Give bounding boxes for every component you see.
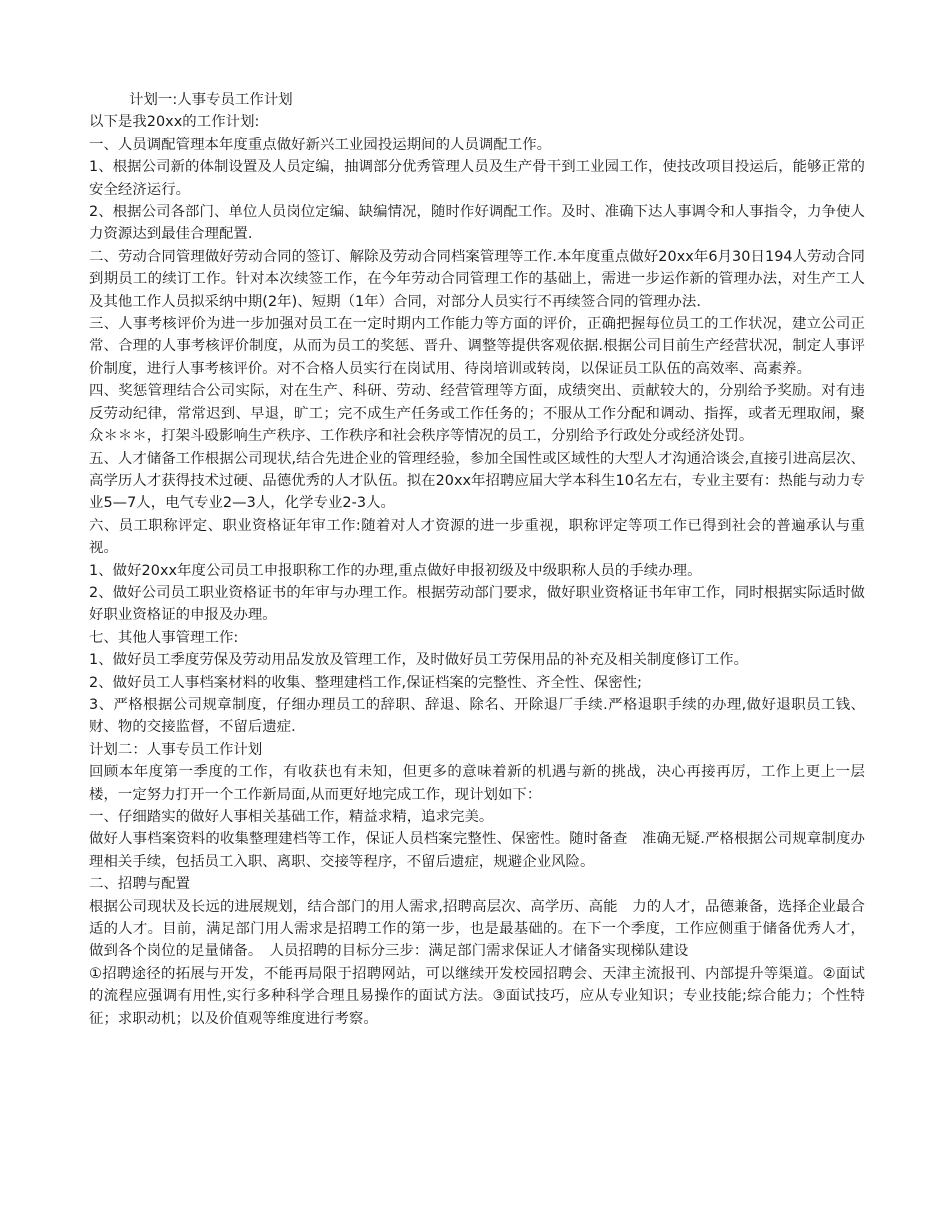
paragraph: 做好人事档案资料的收集整理建档等工作，保证人员档案完整性、保密性。随时备查 准确无疑.严格根据公司规章制度办理相关手续，包括员工入职、离职、交接等程序，不留后遗症，规避企业风险。 bbox=[89, 831, 865, 870]
section-heading: 七、其他人事管理工作: bbox=[89, 629, 239, 646]
paragraph: 2、根据公司各部门、单位人员岗位定编、缺编情况，随时作好调配工作。及时、准确下达人事调令和人事指令，力争使人力资源达到最佳合理配置. bbox=[89, 204, 865, 243]
section-heading: 三、人事考核评价为进一步加强对员工在一定时期内工作能力等方面的评价，正确把握每位员工的工作状况，建立公司正常、合理的人事考核评价制度，从而为员工的奖惩、晋升、调整等提供客观依据.根据公司目前生产经营状况，制定人事评价制度，进行人事考核评价。对不合格人员实行在岗试用、待岗培训或转岗，以保证员工队伍的高效率、高素养。 bbox=[89, 316, 865, 377]
paragraph: 1、根据公司新的体制设置及人员定编，抽调部分优秀管理人员及生产骨干到工业园工作，使技改项目投运后，能够正常的安全经济运行。 bbox=[89, 159, 865, 198]
paragraph: 2、做好公司员工职业资格证书的年审与办理工作。根据劳动部门要求，做好职业资格证书年审工作，同时根据实际适时做好职业资格证的申报及办理。 bbox=[89, 584, 865, 624]
section-heading: 一、仔细踏实的做好人事相关基础工作，精益求精，追求完美。 bbox=[89, 809, 494, 825]
paragraph: 以下是我20xx的工作计划: bbox=[89, 114, 260, 131]
paragraph: 1、做好20xx年度公司员工申报职称工作的办理,重点做好申报初级及中级职称人员的手续办理。 bbox=[89, 562, 702, 579]
paragraph: 回顾本年度第一季度的工作，有收获也有未知，但更多的意味着新的机遇与新的挑战，决心再接再厉，工作上更上一层楼，一定努力打开一个工作新局面,从而更好地完成工作，现计划如下： bbox=[89, 764, 865, 803]
section-heading: 四、奖惩管理结合公司实际，对在生产、科研、劳动、经营管理等方面，成绩突出、贡献较大的，分别给予奖励。对有违反劳动纪律，常常迟到、早退，旷工；完不成生产任务或工作任务的；不服从工作分配和调动、指挥，或者无理取闹，聚众＊＊＊，打架斗殴影响生产秩序、工作秩序和社会秩序等情况的员工，分别给予行政处分或经济处罚。 bbox=[89, 383, 865, 445]
section-heading: 五、人才储备工作根据公司现状,结合先进企业的管理经验，参加全国性或区域性的大型人才沟通洽谈会,直接引进高层次、高学历人才获得技术过硬、品德优秀的人才队伍。拟在20xx年招聘应届大学本科生10名左右，专业主要有：热能与动力专业5—7人，电气专业2—3人，化学专业2-3人。 bbox=[89, 450, 865, 512]
section-heading: 二、劳动合同管理做好劳动合同的签订、解除及劳动合同档案管理等工作.本年度重点做好20xx年6月30日194人劳动合同到期员工的续订工作。针对本次续签工作，在今年劳动合同管理工作的基础上，需进一步运作新的管理办法，对生产工人及其他工作人员拟采纳中期(2年)、短期（1年）合同，对部分人员实行不再续签合同的管理办法. bbox=[89, 248, 865, 310]
document-body bbox=[89, 89, 865, 1030]
paragraph: 1、做好员工季度劳保及劳动用品发放及管理工作，及时做好员工劳保用品的补充及相关制度修订工作。 bbox=[89, 652, 749, 669]
plan-one-title: 计划一:人事专员工作计划 bbox=[129, 92, 293, 108]
paragraph: 根据公司现状及长远的进展规划，结合部门的用人需求,招聘高层次、高学历、高能 力的人才，品德兼备，选择企业最合适的人才。目前，满足部门用人需求是招聘工作的第一步，也是最基础的。在下一个季度，工作应侧重于储备优秀人才，做到各个岗位的足量储备。 人员招聘的目标分三步：满足部门需求保证人才储备实现梯队建设 bbox=[89, 898, 865, 960]
paragraph: ①招聘途径的拓展与开发，不能再局限于招聘网站，可以继续开发校园招聘会、天津主流报刊、内部提升等渠道。②面试的流程应强调有用性,实行多种科学合理且易操作的面试方法。③面试技巧，应从专业知识；专业技能;综合能力；个性特征；求职动机；以及价值观等维度进行考察。 bbox=[89, 965, 865, 1027]
plan-two-title: 计划二：人事专员工作计划 bbox=[89, 741, 263, 758]
paragraph: 2、做好员工人事档案材料的收集、整理建档工作,保证档案的完整性、齐全性、保密性; bbox=[89, 674, 643, 691]
section-heading: 六、员工职称评定、职业资格证年审工作:随着对人才资源的进一步重视，职称评定等项工作已得到社会的普遍承认与重视。 bbox=[89, 517, 865, 557]
paragraph: 3、严格根据公司规章制度，仔细办理员工的辞职、辞退、除名、开除退厂手续.严格退职手续的办理,做好退职员工钱、财、物的交接监督，不留后遗症. bbox=[89, 696, 865, 736]
section-heading: 二、招聘与配置 bbox=[89, 876, 191, 893]
section-heading: 一、人员调配管理本年度重点做好新兴工业园投运期间的人员调配工作。 bbox=[89, 136, 552, 153]
